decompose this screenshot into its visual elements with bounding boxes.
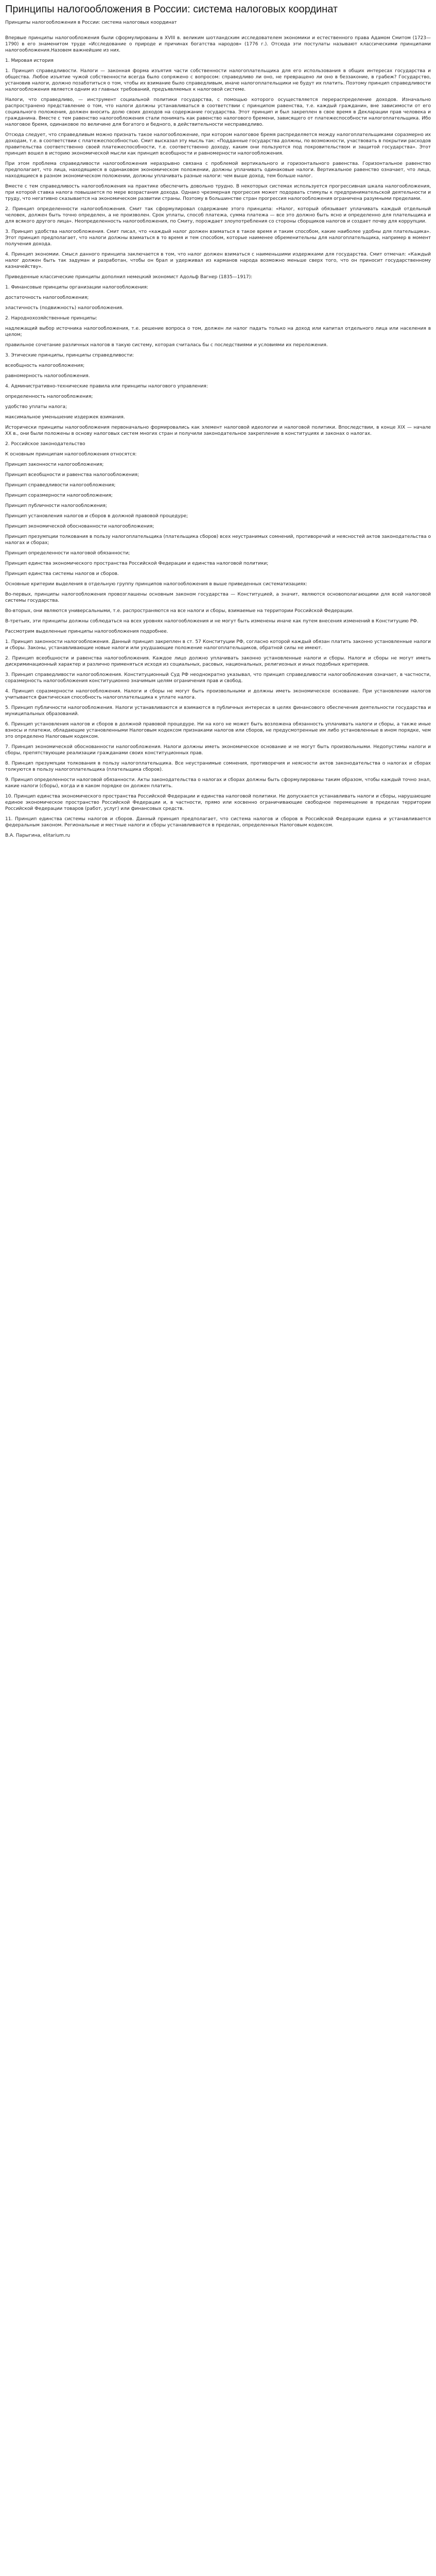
article-paragraph: 4. Принцип экономии. Смысл данного принципа заключается в том, что налог должен взиматься с наименьшими издержками для государства. Смит отмечал: «Каждый налог должен быть так задуман и разработан, чтобы он брал и удерживал из карманов народа возможно меньше сверх того, что он приносит государственному казначейству». [5, 252, 431, 269]
article-paragraph: Впервые принципы налогообложения были сформулированы в XVIII в. великим шотландским исследователем экономики и естественного права Адамом Смитом (1723—1790) в его знаменитом труде «Исследование о природе и причинах богатства народов» (1776 г.). Отсюда эти постулаты называют классическими принципами налогообложения.Назовем важнейшие из них. [5, 36, 431, 53]
article-paragraph: 11. Принцип единства системы налогов и сборов. Данный принцип предполагает, что система налогов и сборов в Российской Федерации едина и устанавливается федеральным законом. Региональные и местные налоги и сборы устанавливаются в пределах, определенных Налоговым кодексом. [5, 817, 431, 828]
article-paragraph: 2. Российское законодательство [5, 442, 85, 447]
article-paragraph: 7. Принцип экономической обоснованности налогообложения. Налоги должны иметь экономическое основание и не могут быть произвольными. Недопустимы налоги и сборы, препятствующие реализации гражданами своих конституционных прав. [5, 744, 431, 756]
article-paragraph: Принцип экономической обоснованности налогообложения; [5, 524, 154, 529]
article-paragraph: Принцип справедливости налогообложения; [5, 483, 116, 488]
article-paragraph: 2. Принцип определенности налогообложения. Смит так сформулировал содержание этого принципа: «Налог, который обязывает уплачивать каждый отдельный человек, должен быть точно определен, а не произволен. Срок уплаты, способ платежа, сумма платежа — все это должно быть ясно и определенно для плательщика и для всякого другого лица». Неопределенность налогообложения, по Смиту, порождает злоупотребления со стороны сборщиков налогов и создает почву для коррупции. [5, 207, 431, 224]
article-paragraph: Во-первых, принципы налогообложения провозглашены основным законом государства — Конституцией, а значит, являются основополагающими для всей налоговой системы государства. [5, 592, 431, 603]
article-paragraph: Принцип установления налогов и сборов в должной правовой процедуре; [5, 514, 188, 519]
article-paragraph: Принцип определенности налоговой обязанности; [5, 551, 130, 556]
article-paragraph: удобство уплаты налога; [5, 404, 67, 410]
article-paragraph: Принцип единства системы налогов и сборов. [5, 571, 119, 577]
article-paragraph: 3. Этические принципы, принципы справедливости: [5, 353, 134, 358]
article-paragraph: 10. Принцип единства экономического пространства Российской Федерации и единства налоговой политики. Не допускается устанавливать налоги и сборы, нарушающие единое экономическое пространство Российской Федерации и, в частности, прямо или косвенно ограничивающие свободное перемещение в пределах территории Российской Федерации товаров (работ, услуг) или финансовых средств. [5, 794, 431, 811]
article-paragraph: При этом проблема справедливости налогообложения неразрывно связана с проблемой вертикального и горизонтального равенства. Горизонтальное равенство предполагает, что лица, находящиеся в одинаковом экономическом положении, должны уплачивать одинаковые налоги. Вертикальное равенство означает, что лица, находящиеся в разном экономическом положении, должны уплачивать разные налоги: чем выше доход, тем больше налог. [5, 161, 431, 179]
article-paragraph: Исторически принципы налогообложения первоначально формировались как элемент налоговой идеологии и налоговой политики. Впоследствии, в конце XIX — начале XX в., они были положены в основу налоговых систем многих стран и получили законодательное закрепление в конституциях и законах о налогах. [5, 425, 431, 436]
article-paragraph: 9. Принцип определенности налоговой обязанности. Акты законодательства о налогах и сборах должны быть сформулированы таким образом, чтобы каждый точно знал, какие налоги (сборы), когда и в каком порядке он должен платить. [5, 777, 431, 789]
article-paragraph: 4. Принцип соразмерности налогообложения. Налоги и сборы не могут быть произвольными и должны иметь экономическое основание. При установлении налогов учитывается фактическая способность налогоплательщика к уплате налога. [5, 689, 431, 700]
article-paragraph: Принцип законности налогообложения; [5, 462, 104, 467]
article-paragraph: надлежащий выбор источника налогообложения, т.е. решение вопроса о том, должен ли налог падать только на доход или капитал отдельного лица или населения в целом; [5, 326, 431, 337]
article-paragraph: равномерность налогообложения. [5, 374, 90, 379]
article-paragraph: Основные критерии выделения в отдельную группу принципов налогообложения в выше приведенных систематизациях: [5, 582, 307, 587]
article-paragraph: Рассмотрим выделенные принципы налогообложения подробнее. [5, 629, 168, 634]
article-paragraph: 3. Принцип справедливости налогообложения. Конституционный Суд РФ неоднократно указывал, что принцип справедливости налогообложения означает, в частности, соразмерность налогообложения конституционно значимым целям ограничения прав и свобод. [5, 672, 431, 684]
article-body [5, 35, 431, 828]
article-paragraph: 2. Принцип всеобщности и равенства налогообложения. Каждое лицо должно уплачивать законно установленные налоги и сборы. Налоги и сборы не могут иметь дискриминационный характер и различно применяться исходя из социальных, расовых, национальных, религиозных и иных подобных критериев. [5, 656, 431, 667]
article-paragraph: максимальное уменьшение издержек взимания. [5, 415, 125, 420]
article-paragraph: Принцип всеобщности и равенства налогообложения; [5, 472, 139, 478]
article-paragraph: Принцип единства экономического пространства Российской Федерации и единства налоговой политики; [5, 561, 269, 566]
article-paragraph: Приведенные классические принципы дополнил немецкий экономист Адольф Вагнер (1835—1917): [5, 275, 253, 280]
article-paragraph: достаточность налогообложения; [5, 295, 89, 300]
article-paragraph: 4. Административно-технические правила или принципы налогового управления: [5, 384, 208, 389]
article-paragraph: Принцип соразмерности налогообложения; [5, 493, 113, 498]
article-page [0, 0, 436, 844]
article-paragraph: 6. Принцип установления налогов и сборов в должной правовой процедуре. Ни на кого не может быть возложена обязанность уплачивать налоги и сборы, а также иные взносы и платежи, обладающие установленными Налоговым кодексом признаками налогов или сборов, не предусмотренные им либо установленные в ином порядке, чем это определено Налоговым кодексом. [5, 722, 431, 739]
article-paragraph: 1. Принцип законности налогообложения. Данный принцип закреплен в ст. 57 Конституции РФ, согласно которой каждый обязан платить законно установленные налоги и сборы. Законы, устанавливающие новые налоги или ухудшающие положение налогоплательщиков, обратной силы не имеют. [5, 639, 431, 651]
article-paragraph: 1. Финансовые принципы организации налогообложения: [5, 285, 148, 290]
article-paragraph: 8. Принцип презумпции толкования в пользу налогоплательщика. Все неустранимые сомнения, противоречия и неясности актов законодательства о налогах и сборах толкуются в пользу налогоплательщика (плательщика сборов). [5, 761, 431, 772]
article-paragraph: 1. Принцип справедливости. Налоги — законная форма изъятия части собственности налогоплательщика для его использования в общих интересах государства и общества. Любое изъятие чужой собственности всегда было сопряжено с вопросом: справедливо ли оно, не превращено ли оно в беззаконие, в грабеж? Государство, установив налоги, должно позаботиться о том, чтобы их взимание было справедливым, иначе налогоплательщики не будут их платить. Поэтому принцип справедливости налогообложения является одним из главных требований, предъявляемых к налоговой системе. [5, 69, 431, 92]
article-paragraph: Принцип публичности налогообложения; [5, 503, 107, 509]
article-paragraph: всеобщность налогообложения; [5, 363, 85, 368]
breadcrumb: Принципы налогообложения в России: система налоговых координат [5, 20, 177, 25]
article-paragraph: 2. Народнохозяйственные принципы: [5, 316, 98, 321]
article-paragraph: правильное сочетание различных налогов в такую систему, которая считалась бы с последствиями и условиями их переложения. [5, 343, 328, 348]
article-paragraph: Во-вторых, они являются универсальными, т.е. распространяются на все налоги и сборы, взимаемые на территории Российской Федерации. [5, 608, 354, 614]
article-paragraph: К основным принципам налогообложения относятся: [5, 452, 137, 457]
article-paragraph: Отсюда следует, что справедливым можно признать такое налогообложение, при котором налоговое бремя распределяется между налогоплательщиками соразмерно их доходам, т.е. в соответствии с платежеспособностью. Смит высказал эту мысль так: «Подданные государства должны, по возможности, участвовать в покрытии расходов правительства соответственно своей платежеспособности, т.е. соответственно доходу, каким они пользуются под покровительством и защитой государства». Этот принцип вошел в историю экономической мысли как принцип всеобщности и равномерности налогообложения. [5, 132, 431, 156]
article-paragraph: определенность налогообложения; [5, 394, 93, 399]
article-paragraph: 1. Мировая история [5, 58, 54, 63]
article-paragraph: Принцип презумпции толкования в пользу налогоплательщика (плательщика сборов) всех неустранимых сомнений, противоречий и неясностей актов законодательства о налогах и сборах; [5, 534, 431, 546]
article-paragraph: 5. Принцип публичности налогообложения. Налоги устанавливаются и взимаются в публичных интересах в целях финансового обеспечения деятельности государства и муниципальных образований. [5, 705, 431, 717]
article-paragraph: Налоги, что справедливо, — инструмент социальной политики государства, с помощью которого осуществляется перераспределение доходов. Изначально распространено представление о том, что налоги должны устанавливаться в соответствии с принципом равенства, т.е. каждый гражданин, вне зависимости от его социального положения, должен вносить долю своих доходов на содержание государства. Этот принцип и был закреплен в свое время в Декларации прав человека и гражданина. Вместе с тем равенство налогообложения стали понимать как равенство налогового бремени, зависящего от платежеспособности налогоплательщика. Ибо налоговое бремя, одинаковое по величине для богатого и бедного, в действительности несправедливо. [5, 97, 431, 127]
article-paragraph: Вместе с тем справедливость налогообложения на практике обеспечить довольно трудно. В некоторых системах используется прогрессивная шкала налогообложения, при которой ставка налога повышается по мере возрастания дохода. Однако чрезмерная прогрессия может подорвать стимулы к предпринимательской деятельности и труду, что негативно сказывается на экономическом развитии страны. Поэтому в большинстве стран прогрессия налогообложения ограничена разумными пределами. [5, 184, 431, 201]
article-paragraph: 3. Принцип удобства налогообложения. Смит писал, что «каждый налог должен взиматься в такое время и таким способом, какие наиболее удобны для плательщика». Этот принцип предполагает, что налоги должны взиматься в то время и тем способом, которые наименее обременительны для налогоплательщика, например в момент получения дохода. [5, 229, 431, 247]
source-attribution: В.А. Парыгина, elitarium.ru [5, 833, 71, 838]
page-title: Принципы налогообложения в России: система налоговых координат [5, 4, 338, 15]
article-paragraph: эластичность (подвижность) налогообложения. [5, 306, 124, 311]
article-paragraph: В-третьих, эти принципы должны соблюдаться на всех уровнях налогообложения и не могут быть изменены иначе как путем внесения изменений в Конституцию РФ. [5, 619, 418, 624]
